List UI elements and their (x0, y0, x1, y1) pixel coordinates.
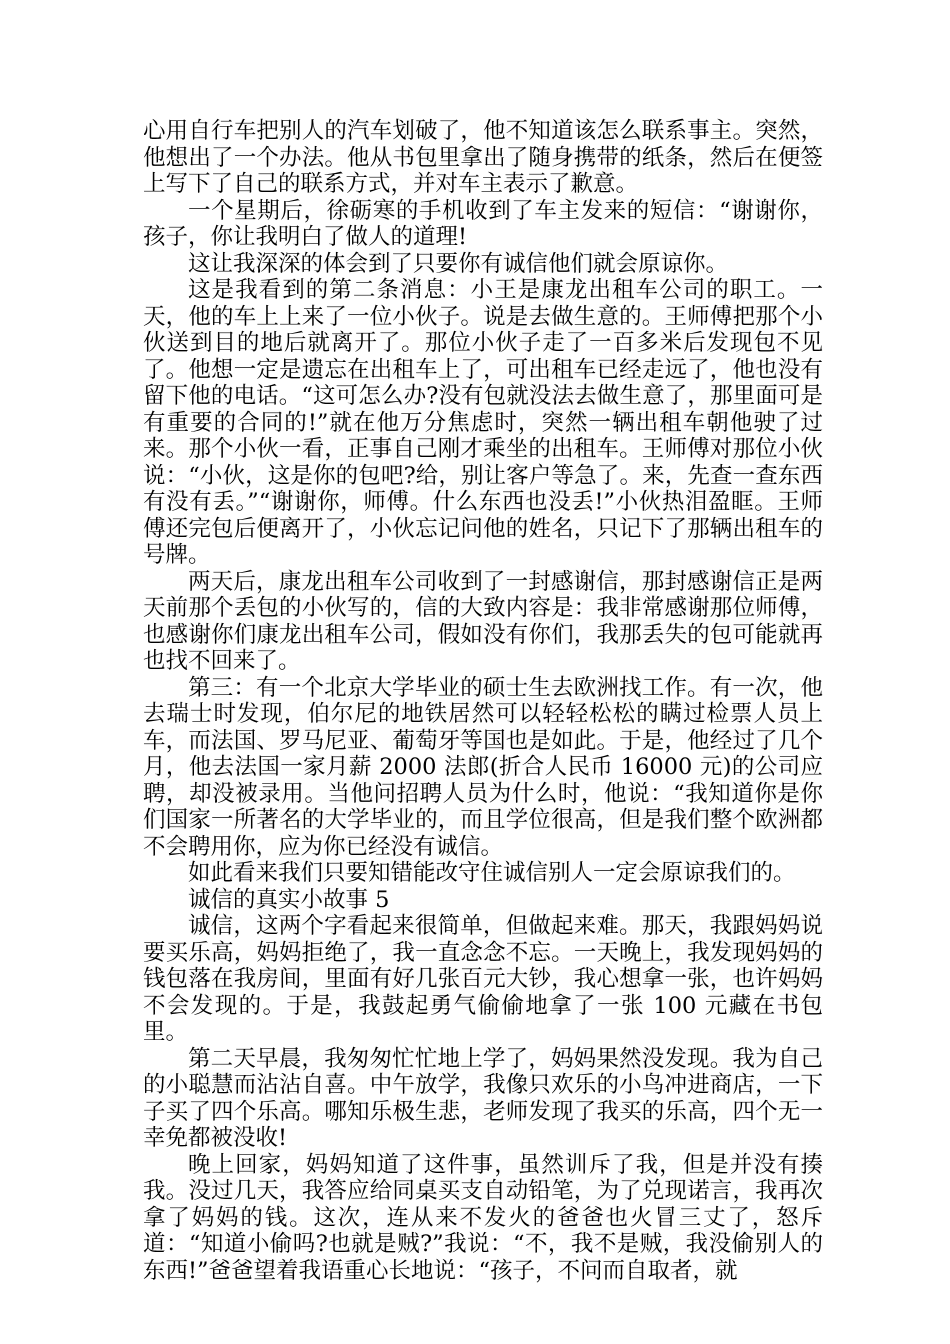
paragraph: 诚信，这两个字看起来很简单，但做起来难。那天，我跟妈妈说要买乐高，妈妈拒绝了，我一直念念不忘。一天晚上，我发现妈妈的钱包落在我房间，里面有好几张百元大钞，我心想拿一张，也许妈妈不会发现的。于是，我鼓起勇气偷偷地拿了一张 100 元藏在书包里。 (143, 913, 823, 1045)
paragraph: 这让我深深的体会到了只要你有诚信他们就会原谅你。 (188, 250, 729, 277)
paragraph: 心用自行车把别人的汽车划破了，他不知道该怎么联系事主。突然，他想出了一个办法。他从书包里拿出了随身携带的纸条，然后在便签上写下了自己的联系方式，并对车主表示了歉意。 (143, 118, 823, 197)
document-body (143, 118, 823, 1284)
paragraph: 一个星期后，徐砺寒的手机收到了车主发来的短信：“谢谢你，孩子，你让我明白了做人的道理! (143, 197, 823, 250)
paragraph: 两天后，康龙出租车公司收到了一封感谢信，那封感谢信正是两天前那个丢包的小伙写的，信的大致内容是：我非常感谢那位师傅，也感谢你们康龙出租车公司，假如没有你们，我那丢失的包可能就再也找不回来了。 (143, 568, 823, 674)
paragraph: 第二天早晨，我匆匆忙忙地上学了，妈妈果然没发现。我为自己的小聪慧而沾沾自喜。中午放学，我像只欢乐的小鸟冲进商店，一下子买了四个乐高。哪知乐极生悲，老师发现了我买的乐高，四个无一幸免都被没收! (143, 1045, 823, 1151)
paragraph: 第三：有一个北京大学毕业的硕士生去欧洲找工作。有一次，他去瑞士时发现，伯尔尼的地铁居然可以轻轻松松的瞒过检票人员上车，而法国、罗马尼亚、葡萄牙等国也是如此。于是，他经过了几个月，他去法国一家月薪 2000 法郎(折合人民币 16000 元)的公司应聘，却没被录用。当他问招聘人员为什么时，他说：“我知道你是你们国家一所著名的大学毕业的，而且学位很高，但是我们整个欧洲都不会聘用你，应为你已经没有诚信。 (143, 674, 823, 860)
paragraph: 这是我看到的第二条消息：小王是康龙出租车公司的职工。一天，他的车上上来了一位小伙子。说是去做生意的。王师傅把那个小伙送到目的地后就离开了。那位小伙子走了一百多米后发现包不见了。他想一定是遗忘在出租车上了，可出租车已经走远了，他也没有留下他的电话。“这可怎么办?没有包就没法去做生意了，那里面可是有重要的合同的!”就在他万分焦虑时，突然一辆出租车朝他驶了过来。那个小伙一看，正事自己刚才乘坐的出租车。王师傅对那位小伙说：“小伙，这是你的包吧?给，别让客户等急了。来，先查一查东西有没有丢。”“谢谢你，师傅。什么东西也没丢!”小伙热泪盈眶。王师傅还完包后便离开了，小伙忘记问他的姓名，只记下了那辆出租车的号牌。 (143, 277, 823, 568)
paragraph: 如此看来我们只要知错能改守住诚信别人一定会原谅我们的。 (188, 860, 796, 886)
story-heading: 诚信的真实小故事 5 (188, 886, 390, 913)
paragraph: 晚上回家，妈妈知道了这件事，虽然训斥了我，但是并没有揍我。没过几天，我答应给同桌买支自动铅笔，为了兑现诺言，我再次拿了妈妈的钱。这次，连从来不发火的爸爸也火冒三丈了，怒斥道：“知道小偷吗?也就是贼?”我说：“不，我不是贼，我没偷别人的东西!”爸爸望着我语重心长地说：“孩子，不问而自取者，就 (143, 1151, 823, 1284)
